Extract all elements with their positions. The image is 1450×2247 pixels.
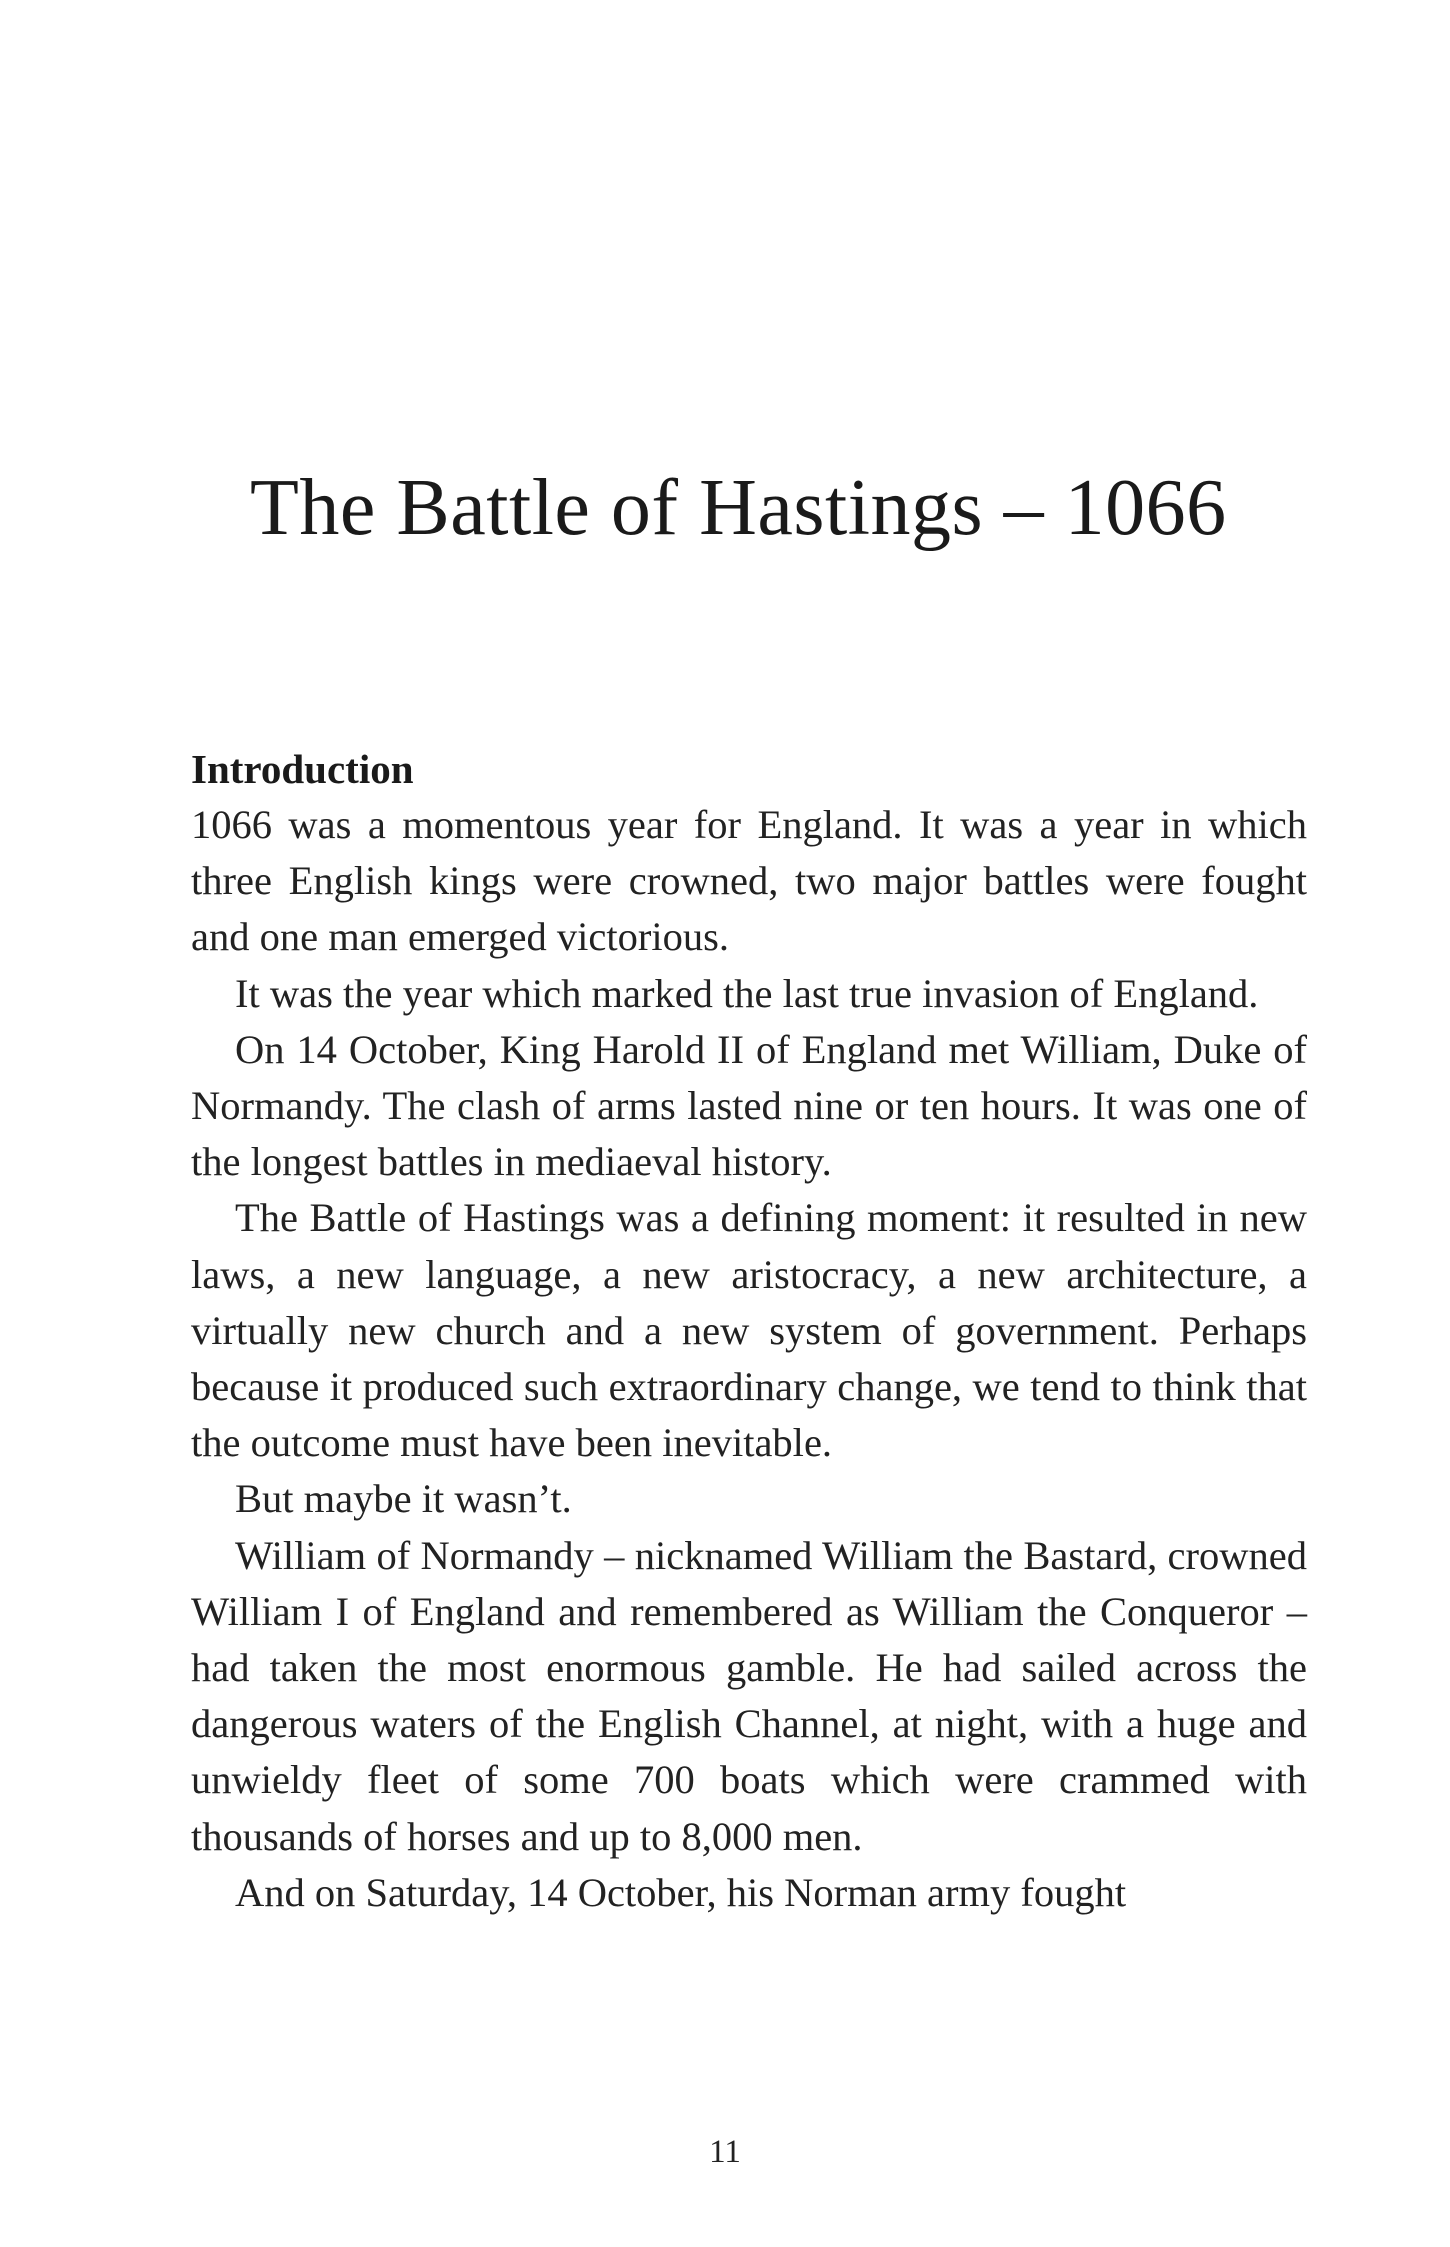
chapter-body <box>191 741 1307 1921</box>
page-number: 11 <box>709 2134 741 2170</box>
chapter-title: The Battle of Hastings – 1066 <box>250 464 1227 552</box>
paragraph: But maybe it wasn’t. <box>235 1476 572 1522</box>
paragraph: It was the year which marked the last true invasion of England. <box>235 970 1259 1016</box>
paragraph: And on Saturday, 14 October, his Norman army fought <box>235 1869 1127 1915</box>
section-heading: Introduction <box>191 746 414 792</box>
paragraph: On 14 October, King Harold II of England met William, Duke of Normandy. The clash of arms lasted nine or ten hours. It was one of the longest battles in mediaeval history. <box>191 1026 1307 1185</box>
paragraph: 1066 was a momentous year for England. It was a year in which three English kings were crowned, two major battles were fought and one man emerged victorious. <box>191 802 1307 960</box>
paragraph: William of Normandy – nicknamed William the Bastard, crowned William I of England and remembered as William the Conqueror – had taken the most enormous gamble. He had sailed across the dangerous waters of the English Channel, at night, with a huge and unwieldy fleet of some 700 boats which were crammed with thousands of horses and up to 8,000 men. <box>191 1532 1307 1859</box>
paragraph: The Battle of Hastings was a defining moment: it resulted in new laws, a new language, a new aristocracy, a new architecture, a virtually new church and a new system of government. Perhaps because it produced such extraordinary change, we tend to think that the outcome must have been inevitable. <box>191 1195 1307 1466</box>
